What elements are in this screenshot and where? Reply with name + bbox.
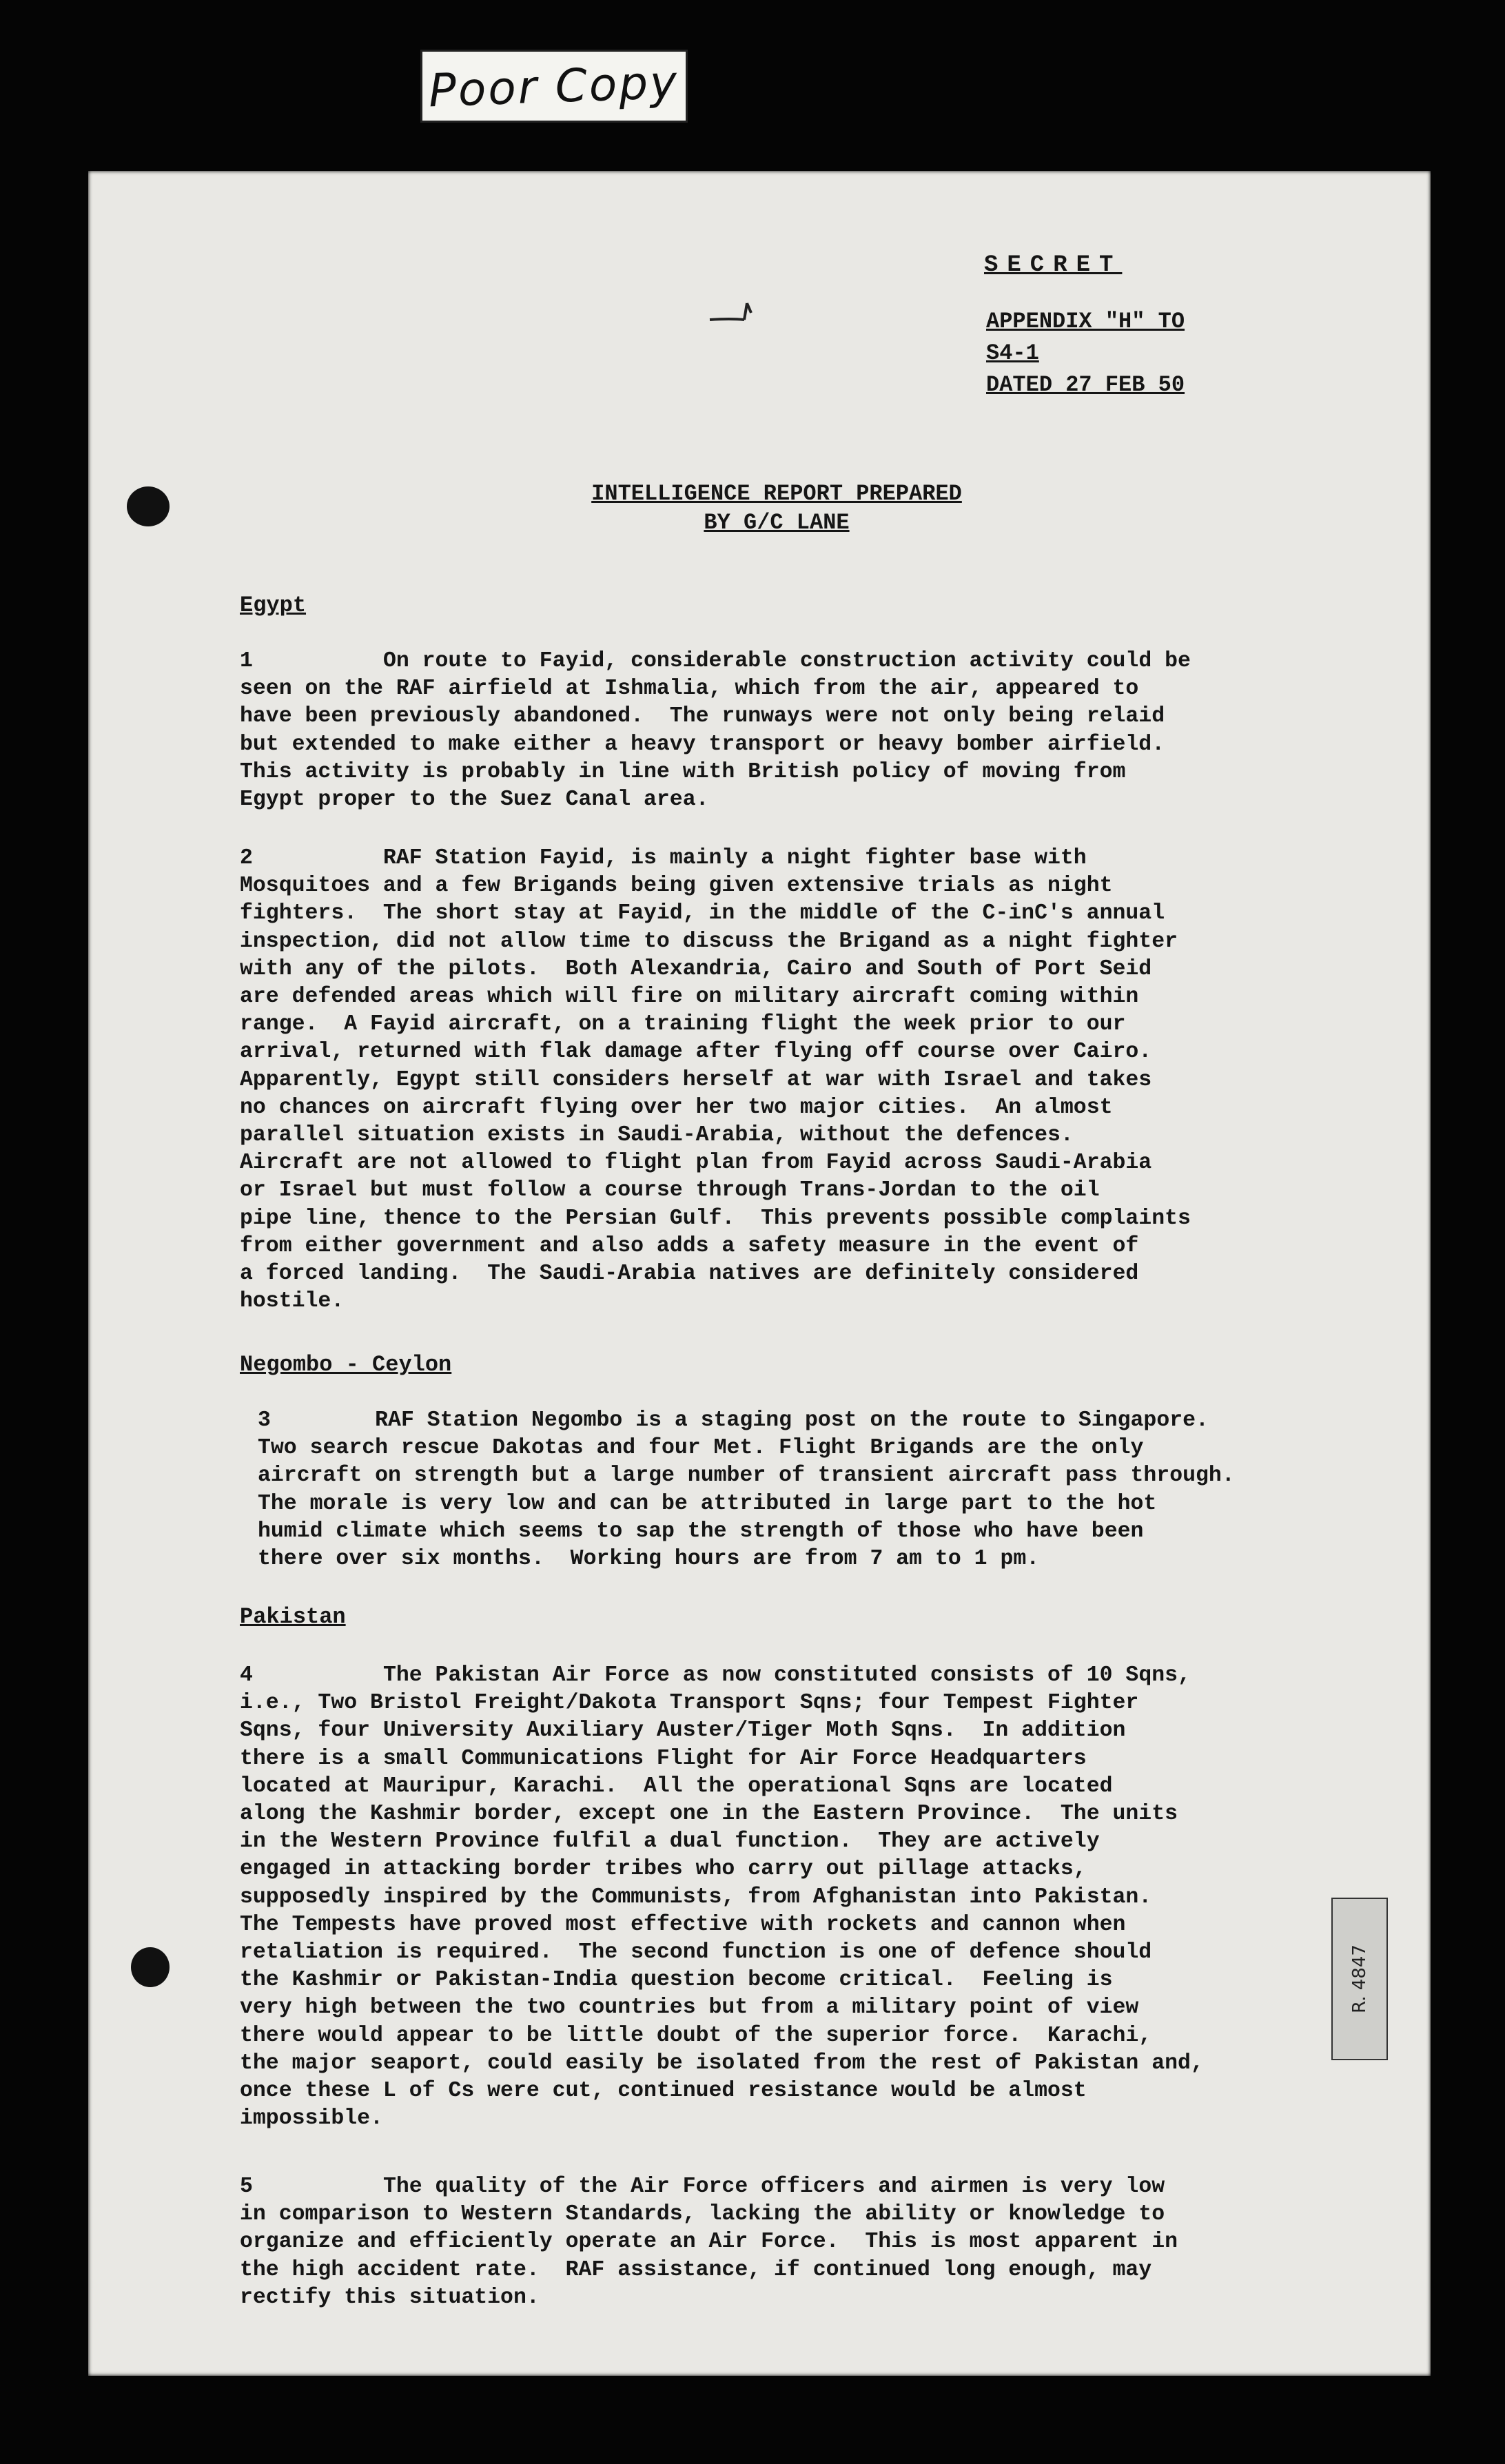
- document-body: [88, 171, 1431, 2376]
- title-line: BY G/C LANE: [704, 510, 850, 535]
- paragraph-3: [258, 1407, 1402, 1573]
- document-page: [88, 171, 1431, 2376]
- appendix-line: S4-1: [986, 340, 1039, 366]
- pen-mark-icon: [703, 299, 786, 327]
- title-line: INTELLIGENCE REPORT PREPARED: [591, 481, 962, 506]
- poor-copy-text: Poor Copy: [428, 55, 680, 117]
- paragraph-text: On route to Fayid, considerable construction activity could be seen on the RAF airfield at Ishmalia, which from the air, appeared to have been previously abandoned. The runways were not only being relaid but extended to make either a heavy transport or heavy bomber airfield. This activity is probably in line with British policy of moving from Egypt proper to the Suez Canal area.: [240, 649, 1191, 812]
- paragraph-5: [240, 2173, 1384, 2312]
- paragraph-number: 2: [240, 846, 253, 870]
- section-heading-pakistan: Pakistan: [240, 1604, 346, 1630]
- appendix-reference: [986, 306, 1185, 401]
- section-heading-egypt: Egypt: [240, 593, 307, 618]
- classification-mark: SECRET: [984, 252, 1123, 278]
- paragraph-number: 4: [240, 1663, 253, 1687]
- report-title: [88, 480, 1431, 537]
- section-heading-negombo: Negombo - Ceylon: [240, 1352, 452, 1377]
- appendix-line: APPENDIX "H" TO: [986, 309, 1185, 334]
- paragraph-2: [240, 845, 1384, 1315]
- paragraph-1: [240, 648, 1384, 814]
- paragraph-number: 5: [240, 2175, 253, 2199]
- paragraph-number: 3: [258, 1408, 271, 1433]
- paragraph-number: 1: [240, 649, 253, 673]
- paragraph-text: The quality of the Air Force officers and airmen is very low in comparison to Western Standards, lacking the ability or knowledge to organize and efficiently operate an Air Force. This is most apparent in the high accident rate. RAF assistance, if continued long enough, may rectify this situation.: [240, 2175, 1178, 2310]
- punch-hole-top: [127, 486, 170, 526]
- poor-copy-label: [420, 50, 688, 123]
- paragraph-text: The Pakistan Air Force as now constituted consists of 10 Sqns, i.e., Two Bristol Freight/Dakota Transport Sqns; four Tempest Fighter Sqns, four University Auxiliary Auster/Tiger Moth Sqns. In addition there is a small Communications Flight for Air Force Headquarters located at Mauripur, Karachi. All the operational Sqns are located along the Kashmir border, except one in the Eastern Province. The units in the Western Province fulfil a dual function. They are actively engaged in attacking border tribes who carry out pillage attacks, supposedly inspired by the Communists, from Afghanistan into Pakistan. The Tempests have proved most effective with rockets and cannon when retaliation is required. The second function is one of defence should the Kashmir or Pakistan-India question become critical. Feeling is very high between the two countries but from a military point of view there would appear to be little doubt of the superior force. Karachi, the major seaport, could easily be isolated from the rest of Pakistan and, once these L of Cs were cut, continued resistance would be almost impossible.: [240, 1663, 1204, 2131]
- side-tab: [1331, 1898, 1388, 2060]
- punch-hole-bottom: [131, 1947, 170, 1987]
- paragraph-4: [240, 1662, 1384, 2133]
- side-tab-label: R. 4847: [1349, 1944, 1370, 2013]
- paragraph-text: RAF Station Negombo is a staging post on the route to Singapore. Two search rescue Dakotas and four Met. Flight Brigands are the only aircraft on strength but a large number of transient aircraft pass through. The morale is very low and can be attributed in large part to the hot humid climate which seems to sap the strength of those who have been there over six months. Working hours are from 7 am to 1 pm.: [258, 1408, 1235, 1572]
- appendix-line: DATED 27 FEB 50: [986, 372, 1185, 398]
- paragraph-text: RAF Station Fayid, is mainly a night fighter base with Mosquitoes and a few Brigands being given extensive trials as night fighters. The short stay at Fayid, in the middle of the C-inC's annual inspection, did not allow time to discuss the Brigand as a night fighter with any of the pilots. Both Alexandria, Cairo and South of Port Seid are defended areas which will fire on military aircraft coming within range. A Fayid aircraft, on a training flight the week prior to our arrival, returned with flak damage after flying off course over Cairo. Apparently, Egypt still considers herself at war with Israel and takes no chances on aircraft flying over her two major cities. An almost parallel situation exists in Saudi-Arabia, without the defences. Aircraft are not allowed to flight plan from Fayid across Saudi-Arabia or Israel but must follow a course through Trans-Jordan to the oil pipe line, thence to the Persian Gulf. This prevents possible complaints from either government and also adds a safety measure in the event of a forced landing. The Saudi-Arabia natives are definitely considered hostile.: [240, 846, 1191, 1314]
